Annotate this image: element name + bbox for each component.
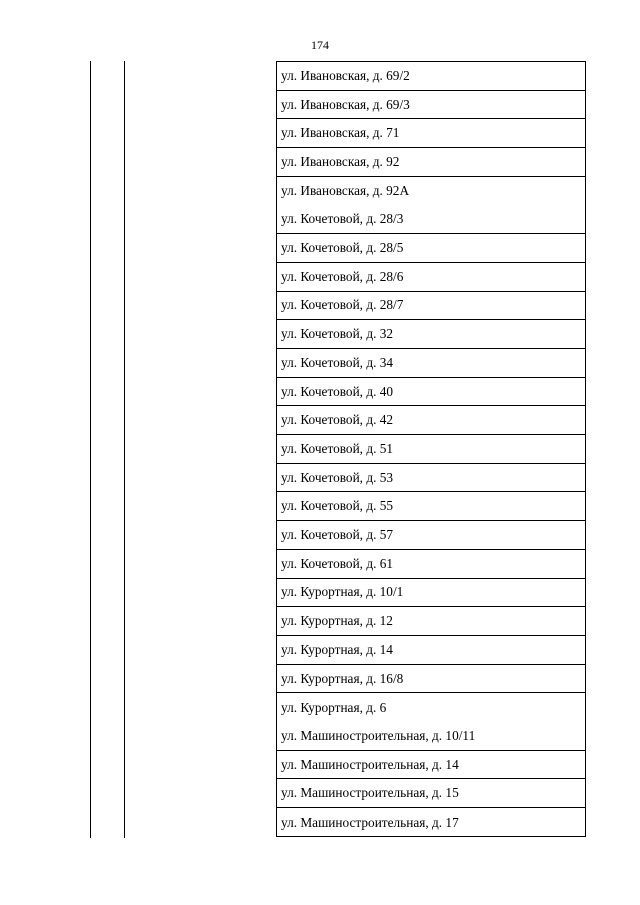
page-number: 174 — [311, 38, 329, 52]
table-row: ул. Курортная, д. 6 — [281, 699, 387, 715]
table-row: ул. Кочетовой, д. 51 — [277, 435, 585, 464]
table-row: ул. Кочетовой, д. 53 — [277, 464, 585, 493]
table-row: ул. Кочетовой, д. 32 — [277, 320, 585, 349]
table-row: ул. Кочетовой, д. 42 — [277, 406, 585, 435]
table-row: ул. Ивановская, д. 92А — [281, 183, 410, 199]
table-row: ул. Курортная, д. 16/8 — [277, 665, 585, 694]
table-row: ул. Ивановская, д. 71 — [277, 119, 585, 148]
second-column-border — [124, 61, 125, 838]
table-row: ул. Ивановская, д. 69/2 — [277, 62, 585, 91]
table-row: ул. Кочетовой, д. 28/3 — [277, 206, 585, 235]
table-row: ул. Курортная, д. 10/1 — [277, 579, 585, 608]
table-row: ул. Кочетовой, д. 61 — [277, 550, 585, 579]
table-row: ул. Кочетовой, д. 28/5 — [277, 234, 585, 263]
table-row: ул. Машиностроительная, д. 17 — [281, 814, 459, 830]
table-row: ул. Кочетовой, д. 57 — [277, 521, 585, 550]
table-row: ул. Кочетовой, д. 40 — [277, 378, 585, 407]
table-row: ул. Машиностроительная, д. 15 — [277, 780, 585, 809]
table-row: ул. Кочетовой, д. 55 — [277, 493, 585, 522]
table-row: ул. Кочетовой, д. 28/7 — [277, 292, 585, 321]
table-row: ул. Машиностроительная, д. 14 — [277, 751, 585, 780]
table-row: ул. Курортная, д. 12 — [277, 607, 585, 636]
table-row: ул. Кочетовой, д. 34 — [277, 349, 585, 378]
address-table — [276, 61, 586, 837]
table-row: ул. Ивановская, д. 92 — [277, 148, 585, 177]
table-row: ул. Кочетовой, д. 28/6 — [277, 263, 585, 292]
table-row: ул. Машиностроительная, д. 10/11 — [277, 722, 585, 751]
table-row: ул. Ивановская, д. 69/3 — [277, 91, 585, 120]
left-column-border — [90, 61, 91, 838]
table-row: ул. Курортная, д. 14 — [277, 636, 585, 665]
